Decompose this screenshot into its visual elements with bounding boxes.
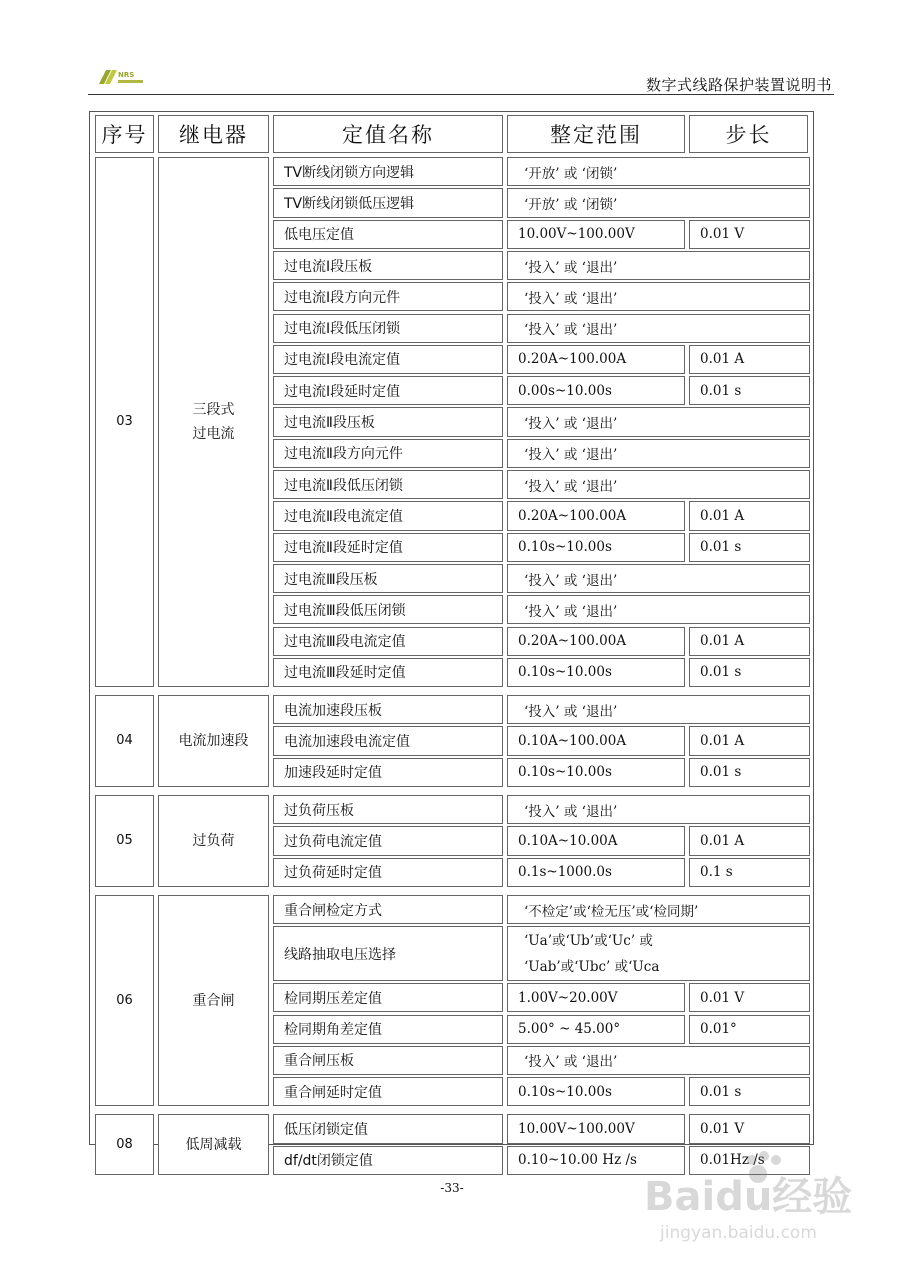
- setting-range: ‘投入’ 或 ‘退出’: [507, 695, 810, 724]
- setting-step: 0.01 A: [689, 627, 810, 656]
- group-seq: 05: [95, 795, 154, 887]
- setting-name: 过负荷电流定值: [273, 826, 503, 855]
- setting-range: 0.10~10.00 Hz /s: [507, 1146, 685, 1175]
- setting-step: 0.01°: [689, 1015, 810, 1044]
- svg-text:Baidu经验: Baidu经验: [644, 1174, 853, 1220]
- svg-text:jingyan.baidu.com: jingyan.baidu.com: [660, 1223, 817, 1243]
- setting-range: 0.1s~1000.0s: [507, 858, 685, 887]
- setting-range: ‘投入’ 或 ‘退出’: [507, 564, 810, 593]
- setting-name: 过电流Ⅱ段延时定值: [273, 533, 503, 562]
- setting-step: 0.01 V: [689, 983, 810, 1012]
- setting-name: 电流加速段压板: [273, 695, 503, 724]
- relay-label-line: 电流加速段: [178, 733, 249, 750]
- setting-range: ‘投入’ 或 ‘退出’: [507, 407, 810, 436]
- setting-step: 0.01Hz /s: [689, 1146, 810, 1175]
- setting-name: 低压闭锁定值: [273, 1114, 503, 1143]
- setting-range: 5.00° ~ 45.00°: [507, 1015, 685, 1044]
- setting-range: 1.00V~20.00V: [507, 983, 685, 1012]
- setting-name: 过电流Ⅰ段延时定值: [273, 376, 503, 405]
- setting-range: ‘投入’ 或 ‘退出’: [507, 314, 810, 343]
- setting-range: 10.00V~100.00V: [507, 220, 685, 249]
- header-rule: [88, 94, 834, 95]
- setting-name: 检同期压差定值: [273, 983, 503, 1012]
- setting-range: 0.10A~100.00A: [507, 726, 685, 755]
- setting-name: 重合闸压板: [273, 1046, 503, 1075]
- group-seq: 04: [95, 695, 154, 787]
- setting-step: 0.1 s: [689, 858, 810, 887]
- setting-name: 重合闸检定方式: [273, 895, 503, 924]
- setting-name: 过电流Ⅰ段低压闭锁: [273, 314, 503, 343]
- setting-range: 0.10s~10.00s: [507, 658, 685, 687]
- header-name: 定值名称: [273, 115, 503, 153]
- group-relay: [158, 895, 269, 1107]
- header-seq: 序号: [95, 115, 154, 153]
- setting-name: 过电流Ⅱ段电流定值: [273, 501, 503, 530]
- setting-range: 0.10A~10.00A: [507, 826, 685, 855]
- relay-label-line: 过电流: [192, 426, 235, 443]
- setting-range: ‘不检定’或‘检无压’或‘检同期’: [507, 895, 810, 924]
- setting-range: [507, 926, 810, 981]
- setting-name: 过电流Ⅰ段方向元件: [273, 282, 503, 311]
- setting-range: ‘投入’ 或 ‘退出’: [507, 795, 810, 824]
- setting-name: 过负荷延时定值: [273, 858, 503, 887]
- setting-step: 0.01 s: [689, 533, 810, 562]
- setting-step: 0.01 A: [689, 345, 810, 374]
- setting-name: 过电流Ⅲ段延时定值: [273, 658, 503, 687]
- setting-range: 0.20A~100.00A: [507, 345, 685, 374]
- setting-range: 0.10s~10.00s: [507, 1077, 685, 1106]
- setting-range: ‘投入’ 或 ‘退出’: [507, 251, 810, 280]
- setting-name: 过电流Ⅱ段方向元件: [273, 439, 503, 468]
- group-seq: 06: [95, 895, 154, 1107]
- setting-name: 电流加速段电流定值: [273, 726, 503, 755]
- setting-range: ‘投入’ 或 ‘退出’: [507, 282, 810, 311]
- setting-range: ‘开放’ 或 ‘闭锁’: [507, 188, 810, 217]
- setting-name: df/dt闭锁定值: [273, 1146, 503, 1175]
- setting-name: 过电流Ⅲ段电流定值: [273, 627, 503, 656]
- page-number: -33-: [440, 1181, 464, 1195]
- group-relay: [158, 795, 269, 887]
- setting-name: 低电压定值: [273, 220, 503, 249]
- setting-name: 加速段延时定值: [273, 758, 503, 787]
- setting-name: 线路抽取电压选择: [273, 926, 503, 981]
- setting-step: 0.01 s: [689, 376, 810, 405]
- group-seq: 03: [95, 157, 154, 687]
- relay-label-line: 重合闸: [192, 992, 235, 1009]
- setting-step: 0.01 s: [689, 1077, 810, 1106]
- setting-name: TV断线闭锁低压逻辑: [273, 188, 503, 217]
- setting-name: 重合闸延时定值: [273, 1077, 503, 1106]
- setting-range: 0.10s~10.00s: [507, 758, 685, 787]
- setting-step: 0.01 A: [689, 501, 810, 530]
- setting-range: ‘投入’ 或 ‘退出’: [507, 439, 810, 468]
- baidu-jingyan-watermark: [640, 1148, 860, 1248]
- group-seq: 08: [95, 1114, 154, 1175]
- setting-range: 0.10s~10.00s: [507, 533, 685, 562]
- company-logo: [98, 68, 144, 86]
- relay-label-line: 过负荷: [192, 832, 235, 849]
- header-step: 步长: [689, 115, 808, 153]
- setting-step: 0.01 A: [689, 826, 810, 855]
- setting-range: 10.00V~100.00V: [507, 1114, 685, 1143]
- setting-step: 0.01 A: [689, 726, 810, 755]
- setting-name: 过负荷压板: [273, 795, 503, 824]
- setting-name: 过电流Ⅱ段压板: [273, 407, 503, 436]
- relay-label-line: 低周减载: [185, 1136, 242, 1153]
- setting-step: 0.01 V: [689, 1114, 810, 1143]
- group-relay: [158, 157, 269, 687]
- setting-name: 过电流Ⅰ段压板: [273, 251, 503, 280]
- setting-range: ‘投入’ 或 ‘退出’: [507, 595, 810, 624]
- relay-label-line: 三段式: [192, 402, 235, 419]
- settings-table: [89, 111, 814, 1170]
- setting-name: 过电流Ⅲ段压板: [273, 564, 503, 593]
- setting-range: ‘开放’ 或 ‘闭锁’: [507, 157, 810, 186]
- header-relay: 继电器: [158, 115, 269, 153]
- header-range: 整定范围: [507, 115, 685, 153]
- setting-range: ‘投入’ 或 ‘退出’: [507, 1046, 810, 1075]
- setting-name: TV断线闭锁方向逻辑: [273, 157, 503, 186]
- document-title: 数字式线路保护装置说明书: [645, 76, 832, 94]
- setting-range: 0.20A~100.00A: [507, 627, 685, 656]
- setting-step: 0.01 s: [689, 758, 810, 787]
- setting-name: 过电流Ⅲ段低压闭锁: [273, 595, 503, 624]
- setting-name: 过电流Ⅱ段低压闭锁: [273, 470, 503, 499]
- setting-step: 0.01 s: [689, 658, 810, 687]
- setting-name: 检同期角差定值: [273, 1015, 503, 1044]
- group-relay: [158, 695, 269, 787]
- setting-range: ‘投入’ 或 ‘退出’: [507, 470, 810, 499]
- range-line: ‘Uab’或‘Ubc’ 或‘Uca: [524, 958, 660, 975]
- range-line: ‘Ua’或‘Ub’或‘Uc’ 或: [524, 932, 653, 949]
- setting-step: 0.01 V: [689, 220, 810, 249]
- setting-range: 0.20A~100.00A: [507, 501, 685, 530]
- group-relay: [158, 1114, 269, 1175]
- setting-name: 过电流Ⅰ段电流定值: [273, 345, 503, 374]
- setting-range: 0.00s~10.00s: [507, 376, 685, 405]
- svg-text:NRS: NRS: [118, 71, 135, 79]
